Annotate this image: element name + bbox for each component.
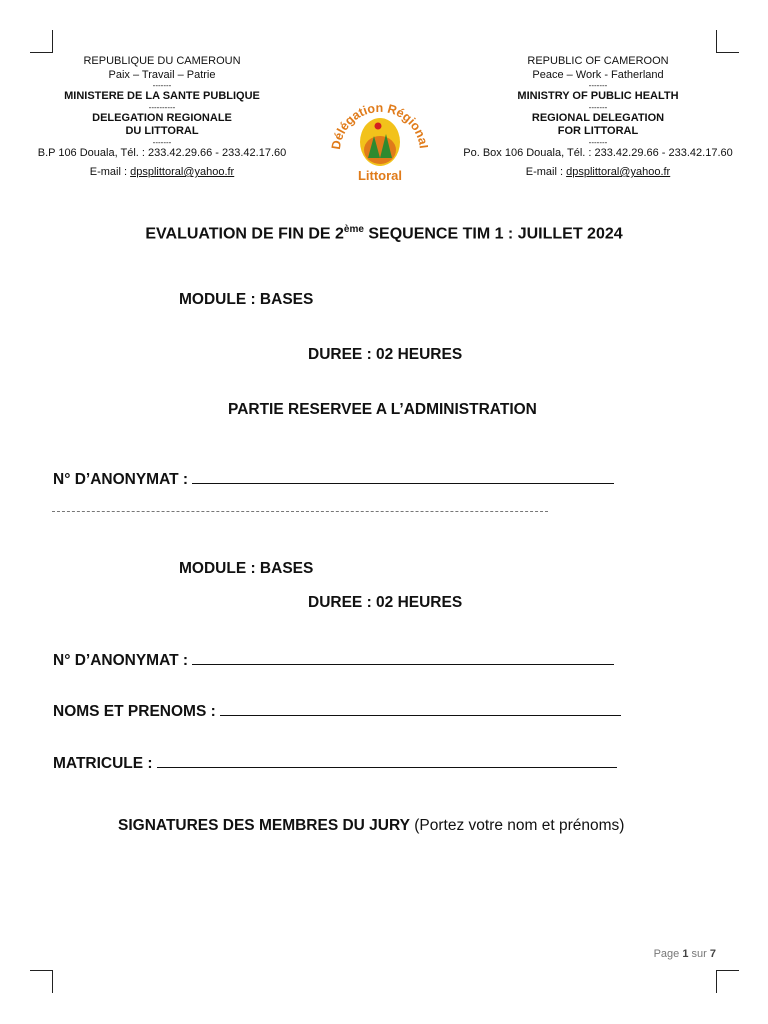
separator: -------	[152, 81, 172, 90]
matricule-field[interactable]	[157, 753, 617, 768]
email-line	[448, 166, 748, 180]
email-label: E-mail :	[89, 166, 131, 178]
crop-mark-bottom-right	[716, 970, 739, 993]
logo-bottom-text: Littoral	[357, 168, 403, 183]
exam-title	[0, 224, 768, 243]
crop-mark-bottom-left	[30, 970, 53, 993]
duration-label: DUREE : 02 HEURES	[308, 594, 463, 611]
crop-mark-top-left	[30, 30, 53, 53]
title-text-rest: SEQUENCE TIM 1 : JUILLET 2024	[363, 225, 623, 243]
national-motto: Peace – Work - Fatherland	[532, 68, 664, 81]
ministry-name: MINISTERE DE LA SANTE PUBLIQUE	[64, 90, 260, 102]
header-right-english	[448, 55, 748, 180]
jury-signatures-bold: SIGNATURES DES MEMBRES DU JURY	[118, 817, 410, 834]
separator: -------	[152, 137, 172, 147]
country-name: REPUBLIQUE DU CAMEROUN	[83, 55, 241, 67]
national-motto: Paix – Travail – Patrie	[108, 68, 216, 81]
separator: ----------	[148, 102, 176, 112]
country-name: REPUBLIC OF CAMEROON	[527, 55, 669, 67]
jury-signatures-heading	[118, 817, 624, 835]
anonymity-number-row	[53, 469, 614, 489]
anonymity-number-label: N° D’ANONYMAT :	[53, 471, 193, 488]
delegation-line-2: FOR LITTORAL	[557, 125, 639, 137]
anonymity-number-field[interactable]	[192, 469, 614, 484]
logo-arc-text: Délégation Région	[328, 100, 428, 151]
page-of: sur	[688, 948, 710, 960]
separator: -------	[588, 102, 608, 112]
anonymity-number-row	[53, 650, 614, 670]
email-link[interactable]: dpsplittoral@yahoo.fr	[566, 166, 671, 178]
module-label: MODULE : BASES	[179, 560, 314, 577]
delegation-line-1: REGIONAL DELEGATION	[531, 111, 665, 124]
emblem-red-dot	[375, 123, 382, 130]
logo-graphic	[328, 80, 428, 188]
regional-delegation-logo	[328, 80, 428, 188]
contact-info: Po. Box 106 Douala, Tél. : 233.42.29.66 - 233.42.17.60	[463, 146, 733, 159]
title-text: EVALUATION DE FIN DE 2	[145, 225, 344, 243]
matricule-label: MATRICULE :	[53, 755, 157, 772]
administration-reserved-heading: PARTIE RESERVEE A L’ADMINISTRATION	[228, 401, 537, 418]
email-label: E-mail :	[525, 166, 567, 178]
title-superscript: ème	[343, 224, 364, 235]
email-link[interactable]: dpsplittoral@yahoo.fr	[130, 166, 235, 178]
matricule-row	[53, 753, 617, 773]
full-name-label: NOMS ET PRENOMS :	[53, 703, 221, 720]
ministry-name: MINISTRY OF PUBLIC HEALTH	[517, 90, 679, 102]
duration-label: DUREE : 02 HEURES	[308, 346, 463, 363]
page-number	[654, 948, 716, 960]
cut-line-separator	[52, 511, 548, 512]
header-left-french	[12, 55, 312, 180]
anonymity-number-label: N° D’ANONYMAT :	[53, 652, 193, 669]
delegation-line-1: DELEGATION REGIONALE	[92, 111, 232, 124]
total-pages: 7	[709, 948, 716, 960]
full-name-field[interactable]	[220, 701, 621, 716]
module-label: MODULE : BASES	[179, 291, 314, 308]
delegation-line-2: DU LITTORAL	[125, 125, 199, 137]
contact-info: B.P 106 Douala, Tél. : 233.42.29.66 - 233.42.17.60	[37, 146, 287, 159]
emblem-lower	[364, 136, 396, 164]
page-label: Page	[653, 948, 683, 960]
separator: -------	[588, 137, 608, 147]
jury-signatures-note: (Portez votre nom et prénoms)	[409, 817, 625, 834]
anonymity-number-field[interactable]	[192, 650, 614, 665]
full-name-row	[53, 701, 621, 721]
current-page: 1	[682, 948, 689, 960]
crop-mark-top-right	[716, 30, 739, 53]
email-line	[12, 166, 312, 180]
separator: -------	[588, 81, 608, 90]
